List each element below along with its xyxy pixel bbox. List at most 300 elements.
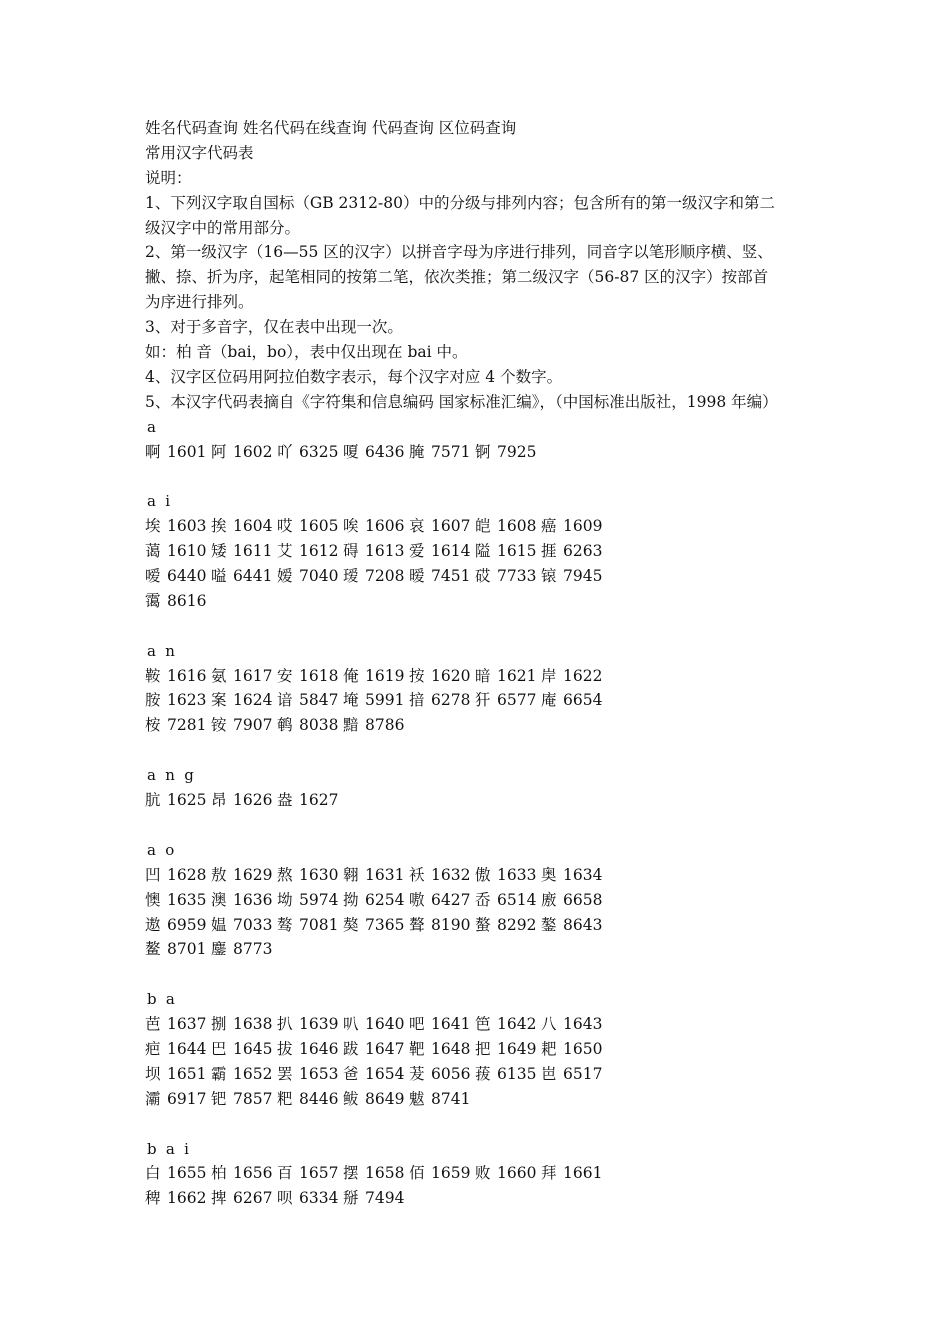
hanzi-char: 拗 <box>343 890 359 909</box>
area-code: 7733 <box>497 567 537 586</box>
note-line: 为序进行排列。 <box>145 293 254 312</box>
note-line: 1、下列汉字取自国标（GB 2312-80）中的分级与排列内容；包含所有的第一级汉字和第二 <box>145 193 775 212</box>
area-code: 1619 <box>365 666 405 685</box>
code-entry <box>277 1012 343 1037</box>
hanzi-char: 皑 <box>475 517 491 536</box>
code-entry <box>211 1186 277 1211</box>
area-code: 1636 <box>233 890 273 909</box>
syllable-heading: ao <box>147 840 184 859</box>
code-entry <box>343 713 409 738</box>
hanzi-char: 盎 <box>277 791 293 810</box>
code-entry <box>409 1161 475 1186</box>
hanzi-char: 艾 <box>277 542 293 561</box>
hanzi-char: 白 <box>145 1164 161 1183</box>
area-code: 7040 <box>299 567 339 586</box>
code-row <box>145 888 825 913</box>
area-code: 5847 <box>299 691 339 710</box>
syllable-group <box>145 987 825 1136</box>
code-entry <box>145 1062 211 1087</box>
code-entry <box>211 713 277 738</box>
hanzi-char: 巴 <box>211 1039 227 1058</box>
hanzi-char: 笆 <box>475 1015 491 1034</box>
hanzi-char: 蔼 <box>145 542 161 561</box>
hanzi-char: 傲 <box>475 865 491 884</box>
code-entry <box>409 888 475 913</box>
code-entry <box>409 1037 475 1062</box>
hanzi-char: 罢 <box>277 1064 293 1083</box>
code-entry <box>343 913 409 938</box>
code-entry <box>211 1012 277 1037</box>
code-entry <box>211 1062 277 1087</box>
code-entry <box>145 539 211 564</box>
area-code: 8773 <box>233 940 273 959</box>
code-entry <box>145 564 211 589</box>
hanzi-char: 叭 <box>343 1015 359 1034</box>
area-code: 1620 <box>431 666 471 685</box>
hanzi-char: 砹 <box>475 567 491 586</box>
area-code: 1632 <box>431 865 471 884</box>
hanzi-char: 坝 <box>145 1064 161 1083</box>
area-code: 6959 <box>167 915 207 934</box>
area-code: 1611 <box>233 542 273 561</box>
hanzi-char: 懊 <box>145 890 161 909</box>
code-entry <box>475 1161 541 1186</box>
area-code: 8649 <box>365 1089 405 1108</box>
code-entry <box>409 664 475 689</box>
code-row <box>145 863 825 888</box>
area-code: 7571 <box>431 442 471 461</box>
code-entry <box>409 440 475 465</box>
area-code: 1604 <box>233 517 273 536</box>
code-entry <box>277 539 343 564</box>
hanzi-char: 芭 <box>145 1015 161 1034</box>
hanzi-char: 獒 <box>343 915 359 934</box>
area-code: 1616 <box>167 666 207 685</box>
code-entry <box>277 688 343 713</box>
code-row <box>145 1062 825 1087</box>
area-code: 1635 <box>167 890 207 909</box>
notes-section <box>145 191 825 415</box>
hanzi-char: 铵 <box>211 716 227 735</box>
area-code: 1651 <box>167 1064 207 1083</box>
hanzi-char: 嗷 <box>409 890 425 909</box>
area-code: 6267 <box>233 1189 273 1208</box>
hanzi-char: 坳 <box>277 890 293 909</box>
hanzi-char: 吖 <box>277 442 293 461</box>
syllable-heading: an <box>147 641 185 660</box>
group-spacer <box>145 464 825 489</box>
hanzi-char: 稗 <box>145 1189 161 1208</box>
hanzi-char: 哎 <box>277 517 293 536</box>
area-code: 1645 <box>233 1039 273 1058</box>
area-code: 1615 <box>497 542 537 561</box>
code-entry <box>541 539 607 564</box>
area-code: 6654 <box>563 691 603 710</box>
code-entry <box>145 788 211 813</box>
area-code: 6658 <box>563 890 603 909</box>
hanzi-char: 螯 <box>475 915 491 934</box>
area-code: 6577 <box>497 691 537 710</box>
hanzi-char: 奥 <box>541 865 557 884</box>
area-code: 1627 <box>299 791 339 810</box>
area-code: 1655 <box>167 1164 207 1183</box>
hanzi-char: 俺 <box>343 666 359 685</box>
hanzi-char: 捱 <box>541 542 557 561</box>
hanzi-char: 疤 <box>145 1039 161 1058</box>
syllable-group <box>145 838 825 987</box>
area-code: 6325 <box>299 442 339 461</box>
hanzi-char: 暗 <box>475 666 491 685</box>
area-code: 7365 <box>365 915 405 934</box>
hanzi-char: 爸 <box>343 1064 359 1083</box>
hanzi-char: 岙 <box>475 890 491 909</box>
hanzi-char: 熬 <box>277 865 293 884</box>
area-code: 1662 <box>167 1189 207 1208</box>
hanzi-char: 嗌 <box>211 567 227 586</box>
code-entry <box>343 514 409 539</box>
area-code: 1654 <box>365 1064 405 1083</box>
code-entry <box>409 688 475 713</box>
code-entry <box>475 1062 541 1087</box>
area-code: 7925 <box>497 442 537 461</box>
hanzi-char: 遨 <box>145 915 161 934</box>
hanzi-char: 掰 <box>343 1189 359 1208</box>
code-entry <box>343 1062 409 1087</box>
area-code: 8190 <box>431 915 471 934</box>
area-code: 5991 <box>365 691 405 710</box>
code-row <box>145 713 825 738</box>
code-entry <box>211 539 277 564</box>
code-entry <box>475 888 541 913</box>
hanzi-char: 吧 <box>409 1015 425 1034</box>
code-entry <box>277 1037 343 1062</box>
area-code: 7945 <box>563 567 603 586</box>
hanzi-char: 靶 <box>409 1039 425 1058</box>
hanzi-char: 拔 <box>277 1039 293 1058</box>
hanzi-char: 癌 <box>541 517 557 536</box>
hanzi-char: 嗄 <box>343 442 359 461</box>
area-code: 1605 <box>299 517 339 536</box>
code-entry <box>277 1161 343 1186</box>
area-code: 1639 <box>299 1015 339 1034</box>
hanzi-char: 桉 <box>145 716 161 735</box>
explain-label: 说明： <box>145 168 192 187</box>
code-entry <box>475 913 541 938</box>
syllable-group <box>145 639 825 763</box>
code-entry <box>409 913 475 938</box>
code-entry <box>541 913 607 938</box>
hanzi-char: 耙 <box>541 1039 557 1058</box>
hanzi-char: 摆 <box>343 1164 359 1183</box>
area-code: 1601 <box>167 442 207 461</box>
code-row <box>145 664 825 689</box>
code-entry <box>211 1037 277 1062</box>
hanzi-char: 谙 <box>277 691 293 710</box>
area-code: 8701 <box>167 940 207 959</box>
hanzi-char: 瑷 <box>343 567 359 586</box>
code-entry <box>211 664 277 689</box>
hanzi-char: 隘 <box>475 542 491 561</box>
code-entry <box>475 539 541 564</box>
hanzi-char: 氨 <box>211 666 227 685</box>
code-entry <box>475 688 541 713</box>
code-entry <box>277 1186 343 1211</box>
code-entry <box>145 863 211 888</box>
hanzi-char: 安 <box>277 666 293 685</box>
code-entry <box>145 888 211 913</box>
code-entry <box>475 564 541 589</box>
hanzi-char: 犴 <box>475 691 491 710</box>
area-code: 6917 <box>167 1089 207 1108</box>
code-entry <box>409 539 475 564</box>
note-line: 如：柏 音（bai，bo），表中仅出现在 bai 中。 <box>145 343 468 362</box>
area-code: 7494 <box>365 1189 405 1208</box>
note-line: 5、本汉字代码表摘自《字符集和信息编码 国家标准汇编》，（中国标准出版社，1998 年编） <box>145 392 778 411</box>
area-code: 1618 <box>299 666 339 685</box>
syllable-heading: ai <box>147 492 180 511</box>
area-code: 1612 <box>299 542 339 561</box>
syllable-heading: ba <box>147 990 185 1009</box>
note-line: 2、第一级汉字（16—55 区的汉字）以拼音字母为序进行排列，同音字以笔形顺序横、竖、 <box>145 243 773 262</box>
area-code: 8446 <box>299 1089 339 1108</box>
hanzi-char: 肮 <box>145 791 161 810</box>
code-entry <box>409 564 475 589</box>
code-entry <box>409 863 475 888</box>
area-code: 5974 <box>299 890 339 909</box>
hanzi-char: 跋 <box>343 1039 359 1058</box>
code-entry <box>211 937 277 962</box>
code-row <box>145 688 825 713</box>
area-code: 6278 <box>431 691 471 710</box>
hanzi-char: 凹 <box>145 865 161 884</box>
hanzi-char: 庵 <box>541 691 557 710</box>
hanzi-char: 嫒 <box>277 567 293 586</box>
area-code: 1656 <box>233 1164 273 1183</box>
code-entry <box>343 1012 409 1037</box>
area-code: 1659 <box>431 1164 471 1183</box>
hanzi-char: 鏊 <box>541 915 557 934</box>
code-entry <box>409 1087 475 1112</box>
area-code: 7451 <box>431 567 471 586</box>
group-spacer <box>145 813 825 838</box>
hanzi-char: 黯 <box>343 716 359 735</box>
area-code: 6334 <box>299 1189 339 1208</box>
area-code: 1608 <box>497 517 537 536</box>
hanzi-char: 挨 <box>211 517 227 536</box>
area-code: 6436 <box>365 442 405 461</box>
area-code: 6263 <box>563 542 603 561</box>
code-entry <box>211 788 277 813</box>
hanzi-char: 八 <box>541 1015 557 1034</box>
code-entry <box>145 913 211 938</box>
hanzi-char: 拜 <box>541 1164 557 1183</box>
code-entry <box>541 564 607 589</box>
hanzi-char: 按 <box>409 666 425 685</box>
code-row <box>145 788 825 813</box>
area-code: 8786 <box>365 716 405 735</box>
code-entry <box>145 1161 211 1186</box>
page-title: 常用汉字代码表 <box>145 143 254 162</box>
code-entry <box>211 688 277 713</box>
code-row <box>145 1161 825 1186</box>
area-code: 1628 <box>167 865 207 884</box>
note-line: 撇、捺、折为序，起笔相同的按第二笔，依次类推；第二级汉字（56-87 区的汉字）按部首 <box>145 268 769 287</box>
code-entry <box>541 1062 607 1087</box>
note-line: 4、汉字区位码用阿拉伯数字表示，每个汉字对应 4 个数字。 <box>145 367 563 386</box>
hanzi-char: 鳌 <box>145 940 161 959</box>
code-row <box>145 514 825 539</box>
area-code: 1607 <box>431 517 471 536</box>
code-row <box>145 1087 825 1112</box>
hanzi-char: 爱 <box>409 542 425 561</box>
area-code: 1630 <box>299 865 339 884</box>
code-row <box>145 440 825 465</box>
syllable-group <box>145 489 825 638</box>
code-entry <box>277 888 343 913</box>
hanzi-char: 廒 <box>541 890 557 909</box>
hanzi-char: 灞 <box>145 1089 161 1108</box>
code-row <box>145 1037 825 1062</box>
group-spacer <box>145 738 825 763</box>
area-code: 1603 <box>167 517 207 536</box>
area-code: 8643 <box>563 915 603 934</box>
syllable-heading: bai <box>147 1139 199 1158</box>
code-entry <box>475 863 541 888</box>
hanzi-char: 矮 <box>211 542 227 561</box>
code-row <box>145 1012 825 1037</box>
area-code: 8616 <box>167 591 207 610</box>
hanzi-char: 鞍 <box>145 666 161 685</box>
code-entry <box>343 1186 409 1211</box>
hanzi-char: 把 <box>475 1039 491 1058</box>
code-table <box>145 415 825 1212</box>
hanzi-char: 昂 <box>211 791 227 810</box>
area-code: 1650 <box>563 1039 603 1058</box>
code-entry <box>277 440 343 465</box>
code-entry <box>343 539 409 564</box>
hanzi-char: 扒 <box>277 1015 293 1034</box>
area-code: 1634 <box>563 865 603 884</box>
code-entry <box>145 1037 211 1062</box>
code-row <box>145 937 825 962</box>
hanzi-char: 翱 <box>343 865 359 884</box>
hanzi-char: 阿 <box>211 442 227 461</box>
code-entry <box>343 863 409 888</box>
area-code: 7281 <box>167 716 207 735</box>
hanzi-char: 岸 <box>541 666 557 685</box>
code-entry <box>541 1012 607 1037</box>
area-code: 1623 <box>167 691 207 710</box>
code-entry <box>277 713 343 738</box>
hanzi-char: 锿 <box>541 567 557 586</box>
area-code: 8292 <box>497 915 537 934</box>
area-code: 1658 <box>365 1164 405 1183</box>
area-code: 1624 <box>233 691 273 710</box>
area-code: 1609 <box>563 517 603 536</box>
code-entry <box>343 1037 409 1062</box>
area-code: 1641 <box>431 1015 471 1034</box>
hanzi-char: 胺 <box>145 691 161 710</box>
code-entry <box>475 1012 541 1037</box>
hanzi-char: 骜 <box>277 915 293 934</box>
area-code: 1643 <box>563 1015 603 1034</box>
hanzi-char: 袄 <box>409 865 425 884</box>
code-entry <box>541 664 607 689</box>
area-code: 7907 <box>233 716 273 735</box>
hanzi-char: 捌 <box>211 1015 227 1034</box>
hanzi-char: 锕 <box>475 442 491 461</box>
area-code: 6514 <box>497 890 537 909</box>
area-code: 1646 <box>299 1039 339 1058</box>
code-entry <box>211 1087 277 1112</box>
code-entry <box>343 1161 409 1186</box>
hanzi-char: 鏖 <box>211 940 227 959</box>
hanzi-char: 菝 <box>475 1064 491 1083</box>
hanzi-char: 敖 <box>211 865 227 884</box>
hanzi-char: 钯 <box>211 1089 227 1108</box>
code-entry <box>211 863 277 888</box>
group-spacer <box>145 1112 825 1137</box>
area-code: 6427 <box>431 890 471 909</box>
hanzi-char: 魃 <box>409 1089 425 1108</box>
hanzi-char: 霸 <box>211 1064 227 1083</box>
hanzi-char: 案 <box>211 691 227 710</box>
hanzi-char: 暧 <box>409 567 425 586</box>
code-entry <box>211 913 277 938</box>
hanzi-char: 霭 <box>145 591 161 610</box>
code-entry <box>277 1087 343 1112</box>
code-entry <box>145 589 211 614</box>
code-entry <box>343 564 409 589</box>
hanzi-char: 茇 <box>409 1064 425 1083</box>
area-code: 7857 <box>233 1089 273 1108</box>
hanzi-char: 碍 <box>343 542 359 561</box>
hanzi-char: 败 <box>475 1164 491 1183</box>
code-entry <box>277 564 343 589</box>
code-row <box>145 913 825 938</box>
area-code: 8741 <box>431 1089 471 1108</box>
code-entry <box>145 664 211 689</box>
code-row <box>145 1186 825 1211</box>
code-entry <box>475 664 541 689</box>
area-code: 1660 <box>497 1164 537 1183</box>
code-entry <box>343 664 409 689</box>
area-code: 1617 <box>233 666 273 685</box>
area-code: 6517 <box>563 1064 603 1083</box>
code-entry <box>277 514 343 539</box>
area-code: 6135 <box>497 1064 537 1083</box>
syllable-heading: a <box>147 417 166 436</box>
area-code: 1642 <box>497 1015 537 1034</box>
area-code: 6441 <box>233 567 273 586</box>
area-code: 1644 <box>167 1039 207 1058</box>
syllable-group <box>145 1137 825 1212</box>
code-entry <box>277 664 343 689</box>
code-entry <box>145 688 211 713</box>
area-code: 1626 <box>233 791 273 810</box>
hanzi-char: 聱 <box>409 915 425 934</box>
area-code: 7033 <box>233 915 273 934</box>
code-entry <box>211 1161 277 1186</box>
code-entry <box>277 788 343 813</box>
hanzi-char: 啊 <box>145 442 161 461</box>
code-entry <box>409 1012 475 1037</box>
code-entry <box>409 1062 475 1087</box>
code-row <box>145 539 825 564</box>
area-code: 1652 <box>233 1064 273 1083</box>
hanzi-char: 哀 <box>409 517 425 536</box>
code-entry <box>343 440 409 465</box>
